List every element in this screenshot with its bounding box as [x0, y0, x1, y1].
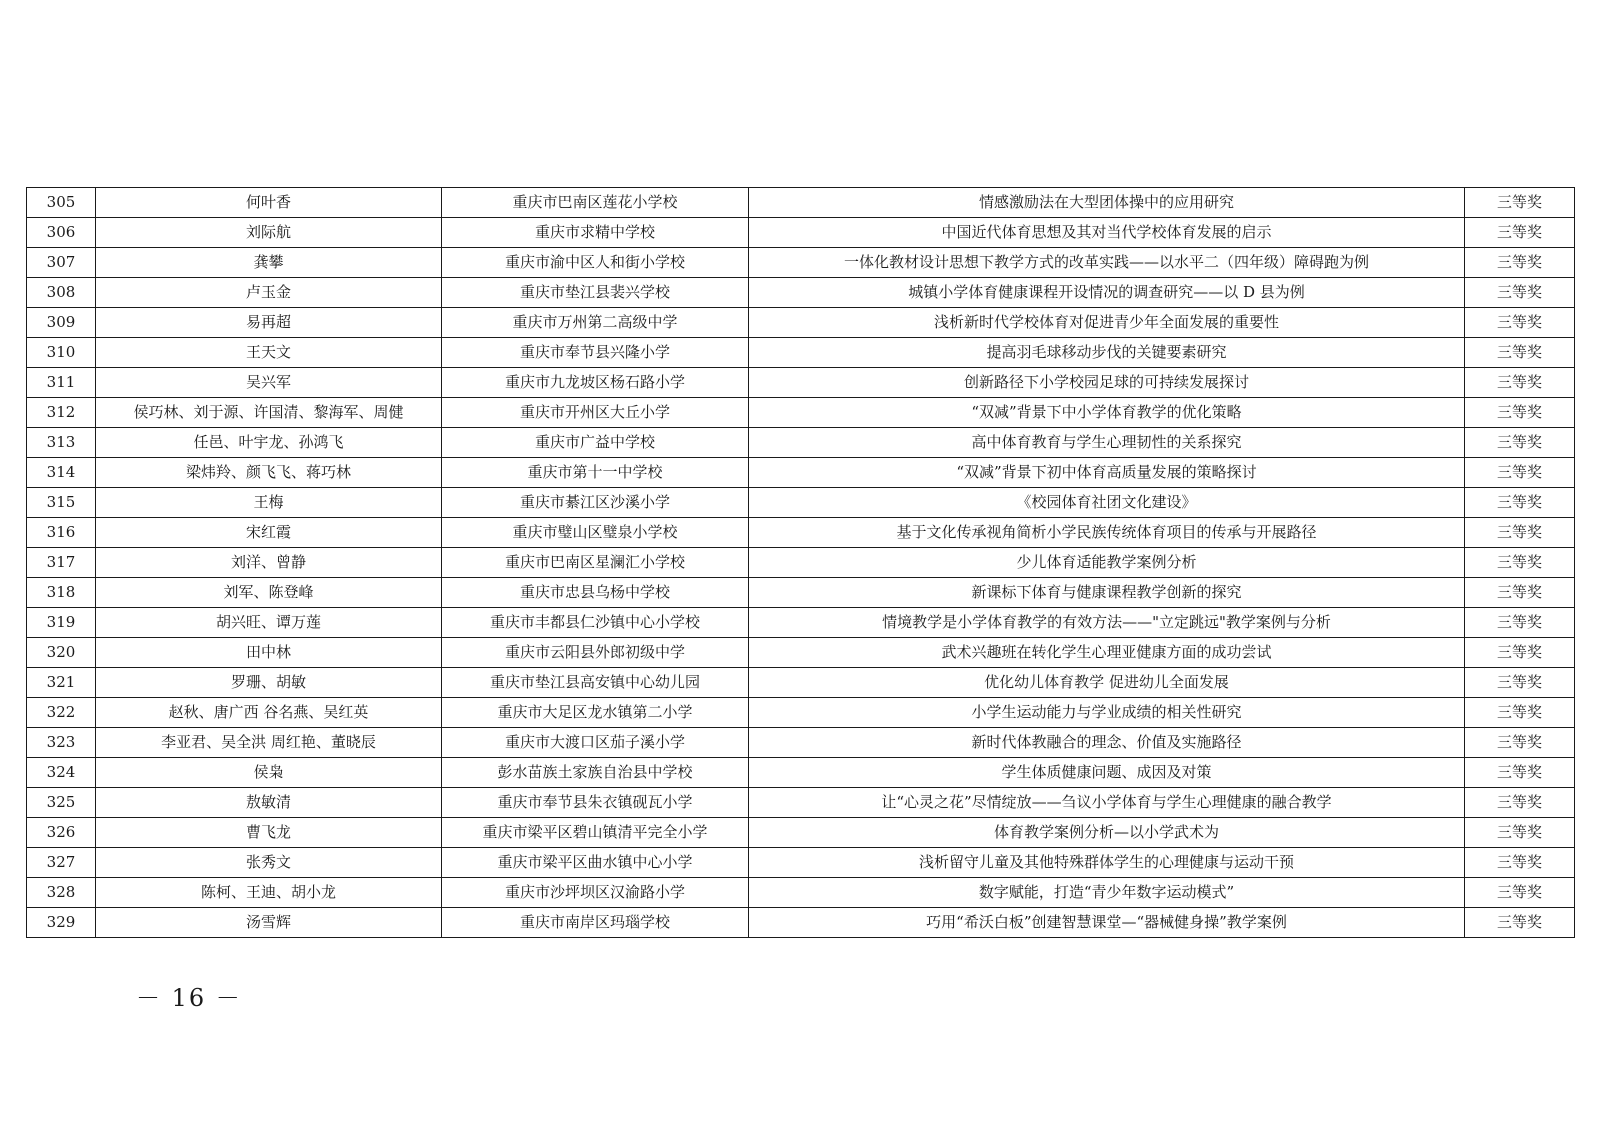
table-row	[27, 248, 1575, 278]
entry-number: 313	[27, 428, 96, 458]
entry-award: 三等奖	[1465, 338, 1575, 368]
entry-award: 三等奖	[1465, 578, 1575, 608]
entry-school: 重庆市奉节县朱衣镇砚瓦小学	[442, 788, 749, 818]
entry-authors: 王梅	[96, 488, 442, 518]
entry-award: 三等奖	[1465, 428, 1575, 458]
entry-authors: 汤雪辉	[96, 908, 442, 938]
entry-award: 三等奖	[1465, 908, 1575, 938]
entry-school: 重庆市渝中区人和街小学校	[442, 248, 749, 278]
award-table	[26, 187, 1575, 938]
table-row	[27, 338, 1575, 368]
entry-school: 重庆市万州第二高级中学	[442, 308, 749, 338]
table-row	[27, 188, 1575, 218]
entry-number: 306	[27, 218, 96, 248]
entry-title: 情境教学是小学体育教学的有效方法——"立定跳远"教学案例与分析	[749, 608, 1465, 638]
entry-title: “双减”背景下中小学体育教学的优化策略	[749, 398, 1465, 428]
entry-authors: 吴兴军	[96, 368, 442, 398]
table-row	[27, 518, 1575, 548]
entry-award: 三等奖	[1465, 608, 1575, 638]
entry-title: 浅析新时代学校体育对促进青少年全面发展的重要性	[749, 308, 1465, 338]
entry-authors: 敖敏清	[96, 788, 442, 818]
entry-award: 三等奖	[1465, 878, 1575, 908]
table-row	[27, 728, 1575, 758]
entry-school: 重庆市九龙坡区杨石路小学	[442, 368, 749, 398]
entry-school: 重庆市第十一中学校	[442, 458, 749, 488]
entry-award: 三等奖	[1465, 488, 1575, 518]
table-row	[27, 908, 1575, 938]
entry-award: 三等奖	[1465, 308, 1575, 338]
table-row	[27, 758, 1575, 788]
entry-award: 三等奖	[1465, 398, 1575, 428]
entry-authors: 宋红霞	[96, 518, 442, 548]
table-row	[27, 788, 1575, 818]
entry-number: 314	[27, 458, 96, 488]
entry-title: 少儿体育适能教学案例分析	[749, 548, 1465, 578]
entry-school: 重庆市广益中学校	[442, 428, 749, 458]
entry-award: 三等奖	[1465, 698, 1575, 728]
entry-award: 三等奖	[1465, 848, 1575, 878]
entry-title: 优化幼儿体育教学 促进幼儿全面发展	[749, 668, 1465, 698]
entry-school: 重庆市忠县乌杨中学校	[442, 578, 749, 608]
table-row	[27, 428, 1575, 458]
entry-school: 重庆市梁平区碧山镇清平完全小学	[442, 818, 749, 848]
entry-number: 320	[27, 638, 96, 668]
entry-authors: 陈柯、王迪、胡小龙	[96, 878, 442, 908]
entry-school: 重庆市巴南区星澜汇小学校	[442, 548, 749, 578]
entry-authors: 易再超	[96, 308, 442, 338]
entry-school: 重庆市奉节县兴隆小学	[442, 338, 749, 368]
table-row	[27, 608, 1575, 638]
entry-school: 重庆市云阳县外郎初级中学	[442, 638, 749, 668]
entry-title: “双减”背景下初中体育高质量发展的策略探讨	[749, 458, 1465, 488]
entry-award: 三等奖	[1465, 638, 1575, 668]
entry-title: 《校园体育社团文化建设》	[749, 488, 1465, 518]
table-row	[27, 848, 1575, 878]
entry-award: 三等奖	[1465, 818, 1575, 848]
entry-number: 310	[27, 338, 96, 368]
entry-school: 重庆市求精中学校	[442, 218, 749, 248]
entry-number: 307	[27, 248, 96, 278]
entry-title: 小学生运动能力与学业成绩的相关性研究	[749, 698, 1465, 728]
entry-school: 重庆市南岸区玛瑙学校	[442, 908, 749, 938]
entry-authors: 王天文	[96, 338, 442, 368]
entry-number: 322	[27, 698, 96, 728]
entry-number: 305	[27, 188, 96, 218]
entry-number: 315	[27, 488, 96, 518]
entry-number: 328	[27, 878, 96, 908]
table-row	[27, 218, 1575, 248]
table-row	[27, 578, 1575, 608]
entry-authors: 卢玉金	[96, 278, 442, 308]
entry-award: 三等奖	[1465, 788, 1575, 818]
table-row	[27, 458, 1575, 488]
entry-school: 重庆市大渡口区茄子溪小学	[442, 728, 749, 758]
entry-school: 重庆市璧山区璧泉小学校	[442, 518, 749, 548]
entry-award: 三等奖	[1465, 668, 1575, 698]
entry-number: 317	[27, 548, 96, 578]
entry-authors: 任邑、叶宇龙、孙鸿飞	[96, 428, 442, 458]
entry-number: 309	[27, 308, 96, 338]
entry-award: 三等奖	[1465, 518, 1575, 548]
table-row	[27, 278, 1575, 308]
entry-authors: 侯枭	[96, 758, 442, 788]
entry-authors: 龚攀	[96, 248, 442, 278]
entry-title: 一体化教材设计思想下教学方式的改革实践——以水平二（四年级）障碍跑为例	[749, 248, 1465, 278]
entry-school: 重庆市丰都县仁沙镇中心小学校	[442, 608, 749, 638]
entry-title: 新课标下体育与健康课程教学创新的探究	[749, 578, 1465, 608]
entry-authors: 刘际航	[96, 218, 442, 248]
entry-title: 体育教学案例分析—以小学武术为	[749, 818, 1465, 848]
entry-authors: 侯巧林、刘于源、许国清、黎海军、周健	[96, 398, 442, 428]
entry-number: 316	[27, 518, 96, 548]
entry-award: 三等奖	[1465, 248, 1575, 278]
entry-authors: 梁炜羚、颜飞飞、蒋巧林	[96, 458, 442, 488]
entry-school: 重庆市巴南区莲花小学校	[442, 188, 749, 218]
table-row	[27, 818, 1575, 848]
entry-number: 326	[27, 818, 96, 848]
award-table-body	[27, 188, 1575, 938]
entry-school: 重庆市垫江县裴兴学校	[442, 278, 749, 308]
entry-school: 重庆市梁平区曲水镇中心小学	[442, 848, 749, 878]
entry-authors: 曹飞龙	[96, 818, 442, 848]
entry-title: 城镇小学体育健康课程开设情况的调查研究——以 D 县为例	[749, 278, 1465, 308]
entry-authors: 胡兴旺、谭万莲	[96, 608, 442, 638]
entry-title: 中国近代体育思想及其对当代学校体育发展的启示	[749, 218, 1465, 248]
entry-authors: 罗珊、胡敏	[96, 668, 442, 698]
entry-school: 重庆市大足区龙水镇第二小学	[442, 698, 749, 728]
entry-title: 提高羽毛球移动步伐的关键要素研究	[749, 338, 1465, 368]
entry-number: 323	[27, 728, 96, 758]
table-row	[27, 308, 1575, 338]
table-row	[27, 368, 1575, 398]
entry-title: 武术兴趣班在转化学生心理亚健康方面的成功尝试	[749, 638, 1465, 668]
table-row	[27, 668, 1575, 698]
entry-award: 三等奖	[1465, 548, 1575, 578]
entry-title: 基于文化传承视角简析小学民族传统体育项目的传承与开展路径	[749, 518, 1465, 548]
table-row	[27, 878, 1575, 908]
entry-title: 情感激励法在大型团体操中的应用研究	[749, 188, 1465, 218]
entry-title: 新时代体教融合的理念、价值及实施路径	[749, 728, 1465, 758]
entry-authors: 刘洋、曾静	[96, 548, 442, 578]
entry-school: 重庆市綦江区沙溪小学	[442, 488, 749, 518]
entry-authors: 赵秋、唐广西 谷名燕、吴红英	[96, 698, 442, 728]
entry-title: 巧用“希沃白板”创建智慧课堂—“器械健身操”教学案例	[749, 908, 1465, 938]
entry-number: 312	[27, 398, 96, 428]
table-row	[27, 638, 1575, 668]
entry-school: 彭水苗族土家族自治县中学校	[442, 758, 749, 788]
entry-authors: 田中林	[96, 638, 442, 668]
entry-title: 学生体质健康问题、成因及对策	[749, 758, 1465, 788]
entry-title: 让“心灵之花”尽情绽放——刍议小学体育与学生心理健康的融合教学	[749, 788, 1465, 818]
table-row	[27, 698, 1575, 728]
entry-school: 重庆市开州区大丘小学	[442, 398, 749, 428]
entry-school: 重庆市沙坪坝区汉渝路小学	[442, 878, 749, 908]
entry-award: 三等奖	[1465, 368, 1575, 398]
entry-number: 327	[27, 848, 96, 878]
entry-number: 319	[27, 608, 96, 638]
table-row	[27, 398, 1575, 428]
entry-authors: 刘军、陈登峰	[96, 578, 442, 608]
entry-authors: 何叶香	[96, 188, 442, 218]
entry-school: 重庆市垫江县高安镇中心幼儿园	[442, 668, 749, 698]
entry-number: 321	[27, 668, 96, 698]
entry-title: 高中体育教育与学生心理韧性的关系探究	[749, 428, 1465, 458]
entry-authors: 张秀文	[96, 848, 442, 878]
entry-award: 三等奖	[1465, 188, 1575, 218]
entry-number: 329	[27, 908, 96, 938]
entry-award: 三等奖	[1465, 278, 1575, 308]
page-number: － 16 －	[136, 984, 242, 1012]
entry-award: 三等奖	[1465, 758, 1575, 788]
entry-number: 311	[27, 368, 96, 398]
entry-award: 三等奖	[1465, 218, 1575, 248]
entry-number: 324	[27, 758, 96, 788]
entry-number: 308	[27, 278, 96, 308]
entry-number: 318	[27, 578, 96, 608]
table-row	[27, 548, 1575, 578]
entry-award: 三等奖	[1465, 728, 1575, 758]
entry-authors: 李亚君、吴全洪 周红艳、董晓辰	[96, 728, 442, 758]
entry-title: 数字赋能，打造“青少年数字运动模式”	[749, 878, 1465, 908]
table-row	[27, 488, 1575, 518]
entry-award: 三等奖	[1465, 458, 1575, 488]
entry-title: 创新路径下小学校园足球的可持续发展探讨	[749, 368, 1465, 398]
entry-number: 325	[27, 788, 96, 818]
entry-title: 浅析留守儿童及其他特殊群体学生的心理健康与运动干预	[749, 848, 1465, 878]
